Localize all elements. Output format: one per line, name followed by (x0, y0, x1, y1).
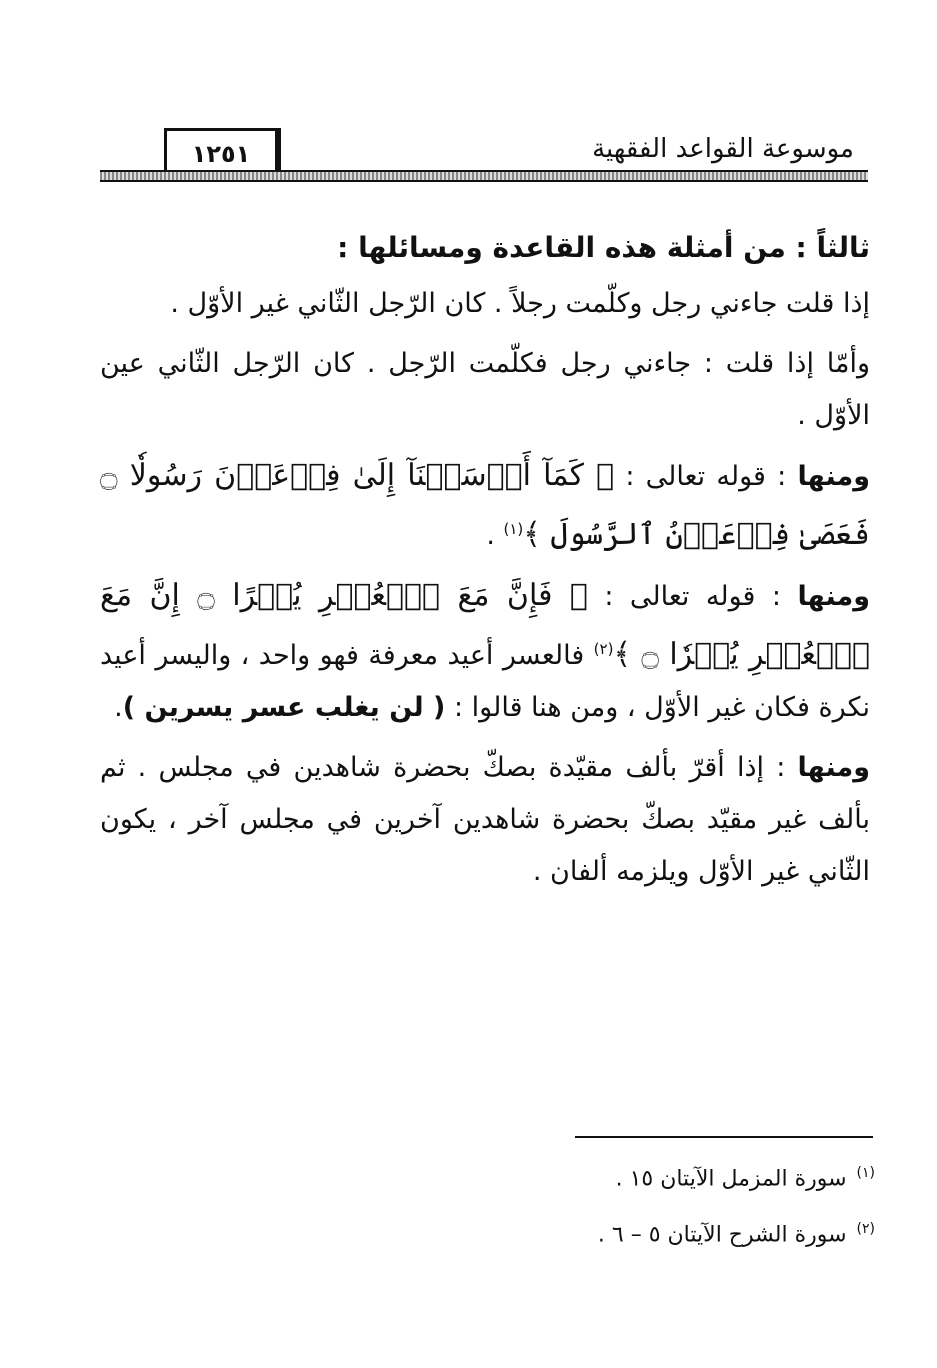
paragraph-label: ومنها (797, 461, 870, 492)
paragraph-text: : إذا أقرّ بألف مقيّدة بصكّ بحضرة شاهدين في مجلس . ثم بألف غير مقيّد بصكّ بحضرة شاهدين آخرين في مجلس آخر ، يكون الثّاني غير الأوّل ويلزمه ألفان . (100, 752, 870, 887)
footnote-item (300, 1204, 875, 1260)
page-body (100, 222, 870, 906)
footnote-text: سورة المزمل الآيتان ١٥ . (615, 1166, 847, 1192)
footnote-item (300, 1148, 875, 1204)
footnote-number: (١) (856, 1165, 875, 1181)
paragraph-label: ومنها (797, 581, 870, 612)
footnote-text: سورة الشرح الآيتان ٥ – ٦ . (597, 1222, 847, 1248)
paragraph-intro: : قوله تعالى : (604, 581, 782, 612)
page-number: ١٢٥١ (164, 128, 281, 180)
header-rule (100, 170, 868, 182)
paragraph-end: . (486, 520, 495, 551)
quran-verse: ﴿ فَإِنَّ مَعَ ٱلۡعُسۡرِ يُسۡرًا ۝ إِنَّ مَعَ ٱلۡعُسۡرِ يُسۡرٗا ۝ ﴾ (100, 578, 870, 672)
footnote-separator (575, 1136, 873, 1138)
paragraph-label: ومنها (797, 752, 870, 783)
paragraph-4 (100, 570, 870, 734)
footnote-number: (٢) (856, 1221, 875, 1238)
page-header (100, 128, 868, 180)
paragraph-1: إذا قلت جاءني رجل وكلّمت رجلاً . كان الرّجل الثّاني غير الأوّل . (170, 288, 870, 319)
bold-quote: ( لن يغلب عسر يسرين ) (122, 692, 446, 723)
quran-verse: ﴿ كَمَآ أَرۡسَلۡنَآ إِلَىٰ فِرۡعَوۡنَ رَسُولٗا ۝ فَعَصَىٰ فِرۡعَوۡنُ ٱلرَّسُولَ ﴾ (100, 458, 870, 552)
paragraph-text: فالعسر أعيد معرفة فهو واحد ، واليسر أعيد نكرة فكان غير الأوّل ، ومن هنا قالوا : (100, 640, 870, 723)
running-title: موسوعة القواعد الفقهية (592, 134, 854, 164)
footnotes (300, 1148, 875, 1261)
footnote-ref: (٢) (593, 640, 614, 658)
section-title: ثالثاً : من أمثلة هذه القاعدة ومسائلها : (337, 231, 870, 264)
paragraph-5 (100, 742, 870, 898)
paragraph-intro: : قوله تعالى : (625, 461, 787, 492)
paragraph-3 (100, 450, 870, 562)
paragraph-end: . (114, 692, 123, 723)
footnote-ref: (١) (503, 520, 524, 538)
paragraph-2: وأمّا إذا قلت : جاءني رجل فكلّمت الرّجل . كان الرّجل الثّاني عين الأوّل . (100, 348, 870, 431)
